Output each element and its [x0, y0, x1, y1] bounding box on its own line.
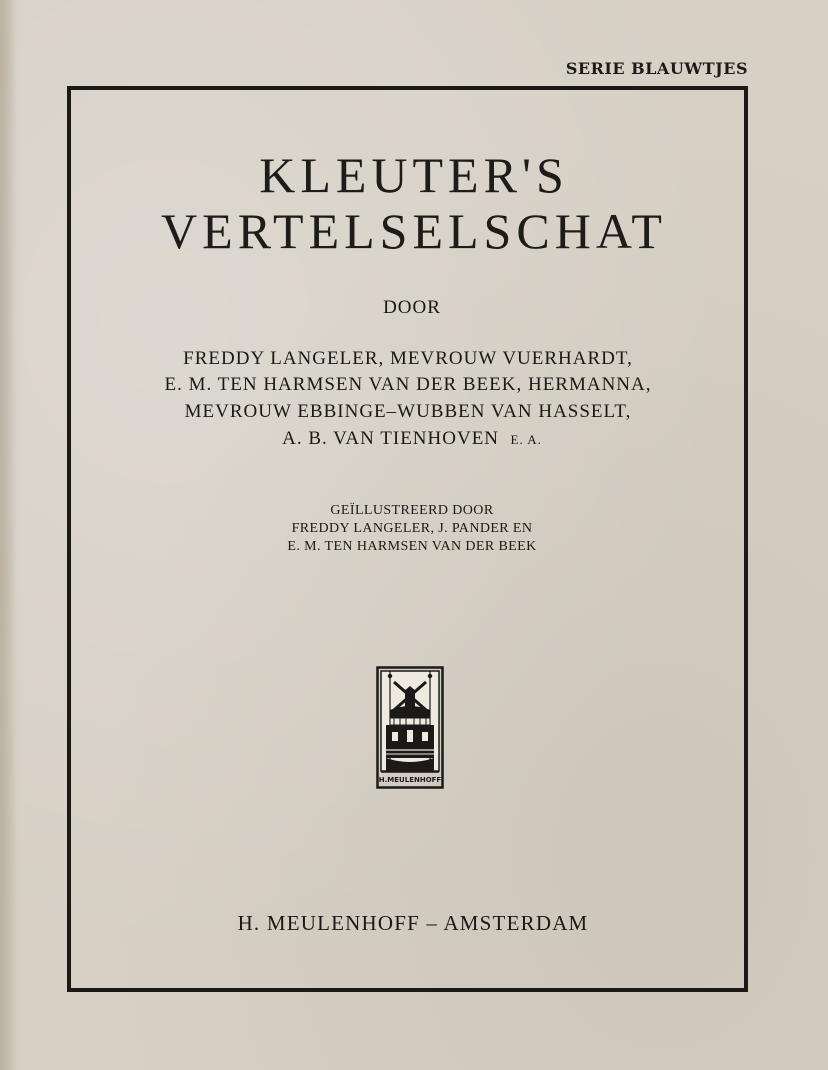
authors-line-4	[0, 429, 824, 448]
title-line-1: KLEUTER'S	[259, 147, 569, 203]
by-label: DOOR	[383, 297, 441, 318]
publisher-line: H. MEULENHOFF – AMSTERDAM	[237, 911, 589, 935]
illustrators-line-2: FREDDY LANGELER, J. PANDER EN	[291, 521, 533, 536]
authors-line-1: FREDDY LANGELER, MEVROUW VUERHARDT,	[183, 348, 633, 369]
illustrators-line-3: E. M. TEN HARMSEN VAN DER BEEK	[287, 539, 537, 554]
publisher-logo-caption: H.MEULENHOFF	[378, 776, 442, 784]
authors-line-4-suffix: E. A.	[510, 432, 542, 447]
illustrators-line-1: GEÏLLUSTREERD DOOR	[330, 503, 494, 518]
authors-line-4-name: A. B. VAN TIENHOVEN	[282, 428, 500, 449]
series-label: SERIE BLAUWTJES	[565, 59, 748, 78]
windmill-publisher-mark-icon	[376, 666, 444, 789]
authors-line-2: E. M. TEN HARMSEN VAN DER BEEK, HERMANNA,	[164, 374, 652, 395]
authors-line-3: MEVROUW EBBINGE–WUBBEN VAN HASSELT,	[184, 401, 632, 422]
title-line-2: VERTELSELSCHAT	[161, 203, 667, 259]
